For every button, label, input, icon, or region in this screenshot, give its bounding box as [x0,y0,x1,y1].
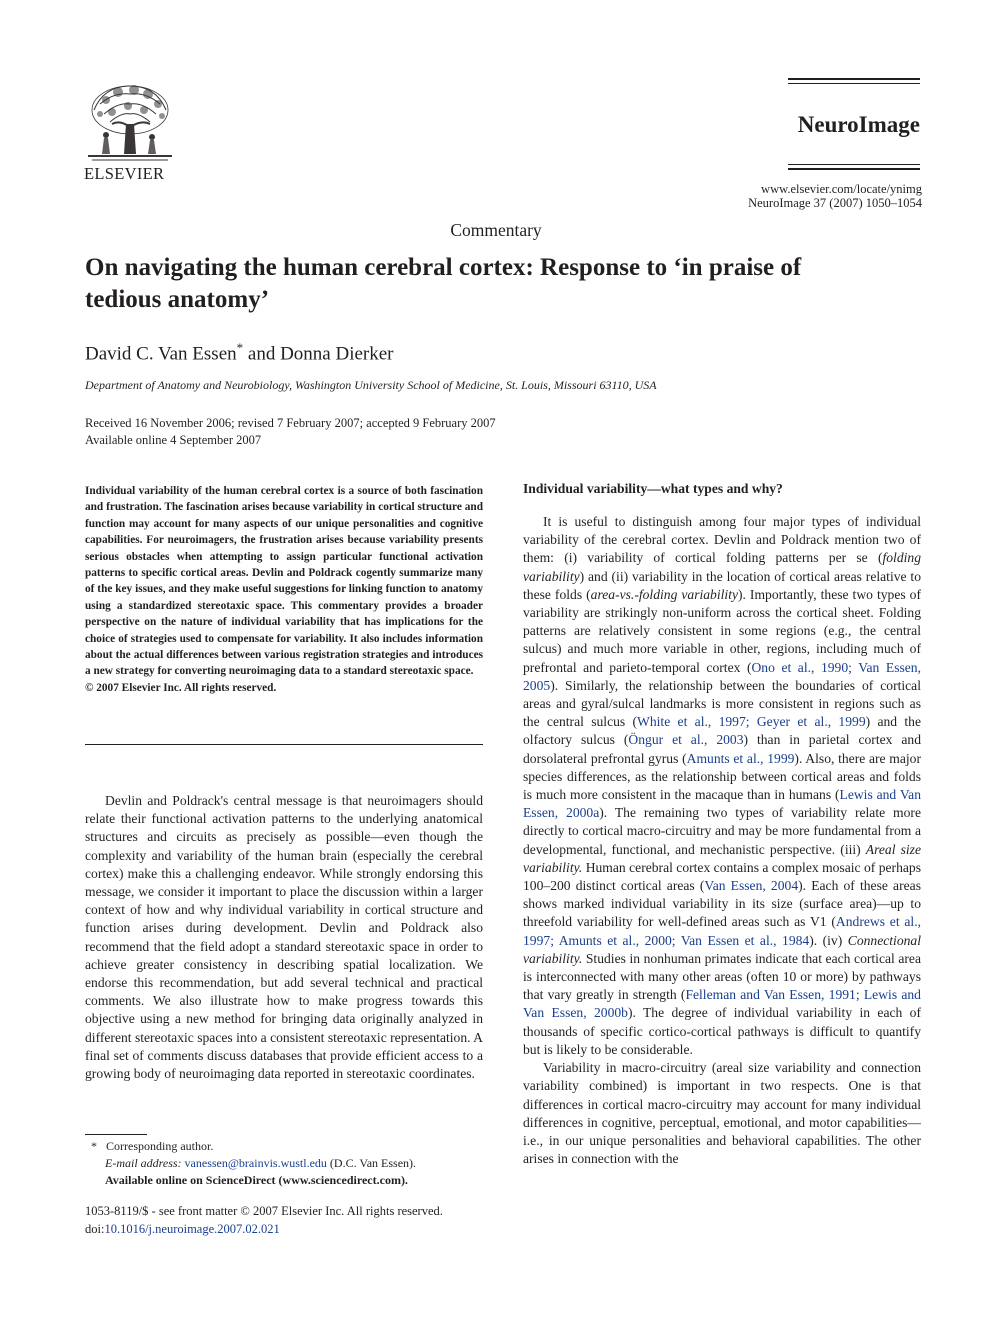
sciencedirect-note: Available online on ScienceDirect (www.sciencedirect.com). [105,1173,408,1187]
journal-url[interactable]: www.elsevier.com/locate/ynimg [761,182,922,196]
reference-link[interactable]: Felleman and Van Essen, 1991; Lewis and Van Essen, 2000b [523,987,921,1021]
author-list [85,340,394,365]
publisher-name: ELSEVIER [84,164,165,183]
email-note: E-mail address: vanessen@brainvis.wustl.edu (D.C. Van Essen). [105,1156,417,1170]
received-dates: Received 16 November 2006; revised 7 February 2007; accepted 9 February 2007 [85,416,496,430]
reference-link[interactable]: Ono et al., 1990; Van Essen, 2005 [523,659,922,693]
article-dates [85,415,496,449]
doi-line: doi:10.1016/j.neuroimage.2007.02.021 [85,1221,280,1236]
journal-rule-bottom-thin [788,164,920,165]
abstract-text: Individual variability of the human cerebral cortex is a source of both fascination and frustration. The fascination arises because variability in cortical structure and function may account for many aspects of our unique personalities and cognitive capabilities. For neuroimagers, the frustration arises because variability presents serious obstacles when attempting to assign particular functional activation patterns to specific cortical areas. Devlin and Poldrack cogently summarize many of the key issues, and they make useful suggestions for linking function to anatomy using a standardized stereotaxic space. This commentary provides a broader perspective on the nature of individual variability that has implications for the choice of strategies used to compensate for variability. It also includes information about the actual differences between various registration strategies and introduces a new strategy for converting neuroimaging data to a standard stereotaxic space. [85,485,483,678]
reference-link[interactable]: Van Essen, 2004 [704,878,799,894]
macro-circuitry-paragraph: Variability in macro-circuitry (areal size variability and connection variability combined) is important in two respects. One is that differences in cortical macro-circuitry may account for many individual differences in cognitive, perceptual, emotional, and motor capabilities—i.e., in our unique personalities and behavioral capabilities. The other arises in connection with the [523,1060,921,1167]
left-column [85,792,483,1083]
abstract-copyright: © 2007 Elsevier Inc. All rights reserved. [85,681,277,694]
doi-link[interactable]: 10.1016/j.neuroimage.2007.02.021 [104,1221,280,1236]
author-name-rest: and Donna Dierker [243,343,394,365]
reference-link[interactable]: White et al., 1997; Geyer et al., 1999 [637,714,866,730]
journal-rule-top-thin [788,83,920,84]
issn-line: 1053-8119/$ - see front matter © 2007 Elsevier Inc. All rights reserved. [85,1204,443,1218]
journal-citation: NeuroImage 37 (2007) 1050–1054 [748,196,922,210]
reference-link[interactable]: Lewis and Van Essen, 2000a [523,787,921,821]
email-link[interactable]: vanessen@brainvis.wustl.edu [184,1156,327,1170]
journal-rule-bottom [788,168,920,170]
footnotes [85,1138,483,1189]
abstract [85,483,483,696]
section-heading: Individual variability—what types and why? [523,481,783,496]
article-title: On navigating the human cerebral cortex: Response to ‘in praise of tedious anatomy’ [85,254,802,313]
copyright-block [85,1203,505,1238]
intro-paragraph: Devlin and Poldrack's central message is that neuroimagers should relate their functional activation patterns to the underlying anatomical structures and circuits as precisely as possible—even though the complexity and variability of the human brain (especially the cerebral cortex) make this a challenging endeavor. While strongly endorsing this message, we consider it important to place the discussion within a larger context of how and why individual variability in cortical structure and function arises during development. Devlin and Poldrack also recommend that the field adopt a standard stereotaxic space in order to achieve greater consistency in describing spatial localization. We endorse this recommendation, but add several technical and practical comments. We also illustrate how to make progress towards this objective using a new method for bringing data originally analyzed in different stereotaxic spaces into a consistent stereotaxic representation. A final set of comments discuss databases that provide efficient access to a growing body of neuroimaging data reported in stereotaxic coordinates. [85,793,483,1082]
section-label: Commentary [450,220,542,240]
footnote-divider [85,1134,147,1135]
elsevier-tree-logo [84,80,176,164]
corresponding-author-mark[interactable]: * [236,340,244,355]
reference-link[interactable]: Amunts et al., 1999 [686,750,795,766]
abstract-divider [85,744,483,745]
reference-link[interactable]: Andrews et al., 1997; Amunts et al., 2000; Van Essen et al., 1984 [523,914,921,948]
reference-link[interactable]: Öngur et al., 2003 [628,732,744,748]
right-column [523,513,921,1168]
author-name: David C. Van Essen [85,343,237,365]
available-online-date: Available online 4 September 2007 [85,433,262,447]
variability-paragraph: It is useful to distinguish among four major types of individual variability of the cerebral cortex. Devlin and Poldrack mention two of them: (i) variability of cortical folding patterns per se (folding variability) and (ii) variability in the location of cortical areas relative to these folds (area-vs.-folding variability). Importantly, these two types of variability are strikingly non-uniform across the cortical sheet. Folding patterns are relatively consistent in some regions (e.g., the central sulcus) and much more variable in other, regions, including much of prefrontal and parieto-temporal cortex (Ono et al., 1990; Van Essen, 2005). Similarly, the relationship between the boundaries of cortical areas and gyral/sulcal landmarks is more consistent in regions such as the central sulcus (White et al., 1997; Geyer et al., 1999) and the olfactory sulcus (Öngur et al., 2003) than in parietal cortex and dorsolateral prefrontal gyrus (Amunts et al., 1999). Also, there are major species differences, as the relationship between cortical areas and folds is much more consistent in the macaque than in humans (Lewis and Van Essen, 2000a). The remaining two types of variability relate more directly to cortical macro-circuitry and may be more fundamental from a developmental, functional, and mechanistic perspective. (iii) Areal size variability. Human cerebral cortex contains a complex mosaic of perhaps 100–200 distinct cortical areas (Van Essen, 2004). Each of these areas shows marked individual variability in its size (surface area)—up to threefold variability for well-defined areas such as V1 (Andrews et al., 1997; Amunts et al., 2000; Van Essen et al., 1984). (iv) Connectional variability. Studies in nonhuman primates indicate that each cortical area is interconnected with many other areas (often 10 or more) by pathways that vary greatly in strength (Felleman and Van Essen, 1991; Lewis and Van Essen, 2000b). The degree of individual variability in each of thousands of specific cortico-cortical pathways is difficult to quantify but is likely to be considerable. [523,514,922,1057]
affiliation: Department of Anatomy and Neurobiology, Washington University School of Medicine, St. Louis, Missouri 63110, USA [85,378,657,392]
journal-rule-top [788,78,920,80]
journal-title: NeuroImage [797,112,920,137]
corresponding-author-note: * Corresponding author. [91,1139,214,1153]
